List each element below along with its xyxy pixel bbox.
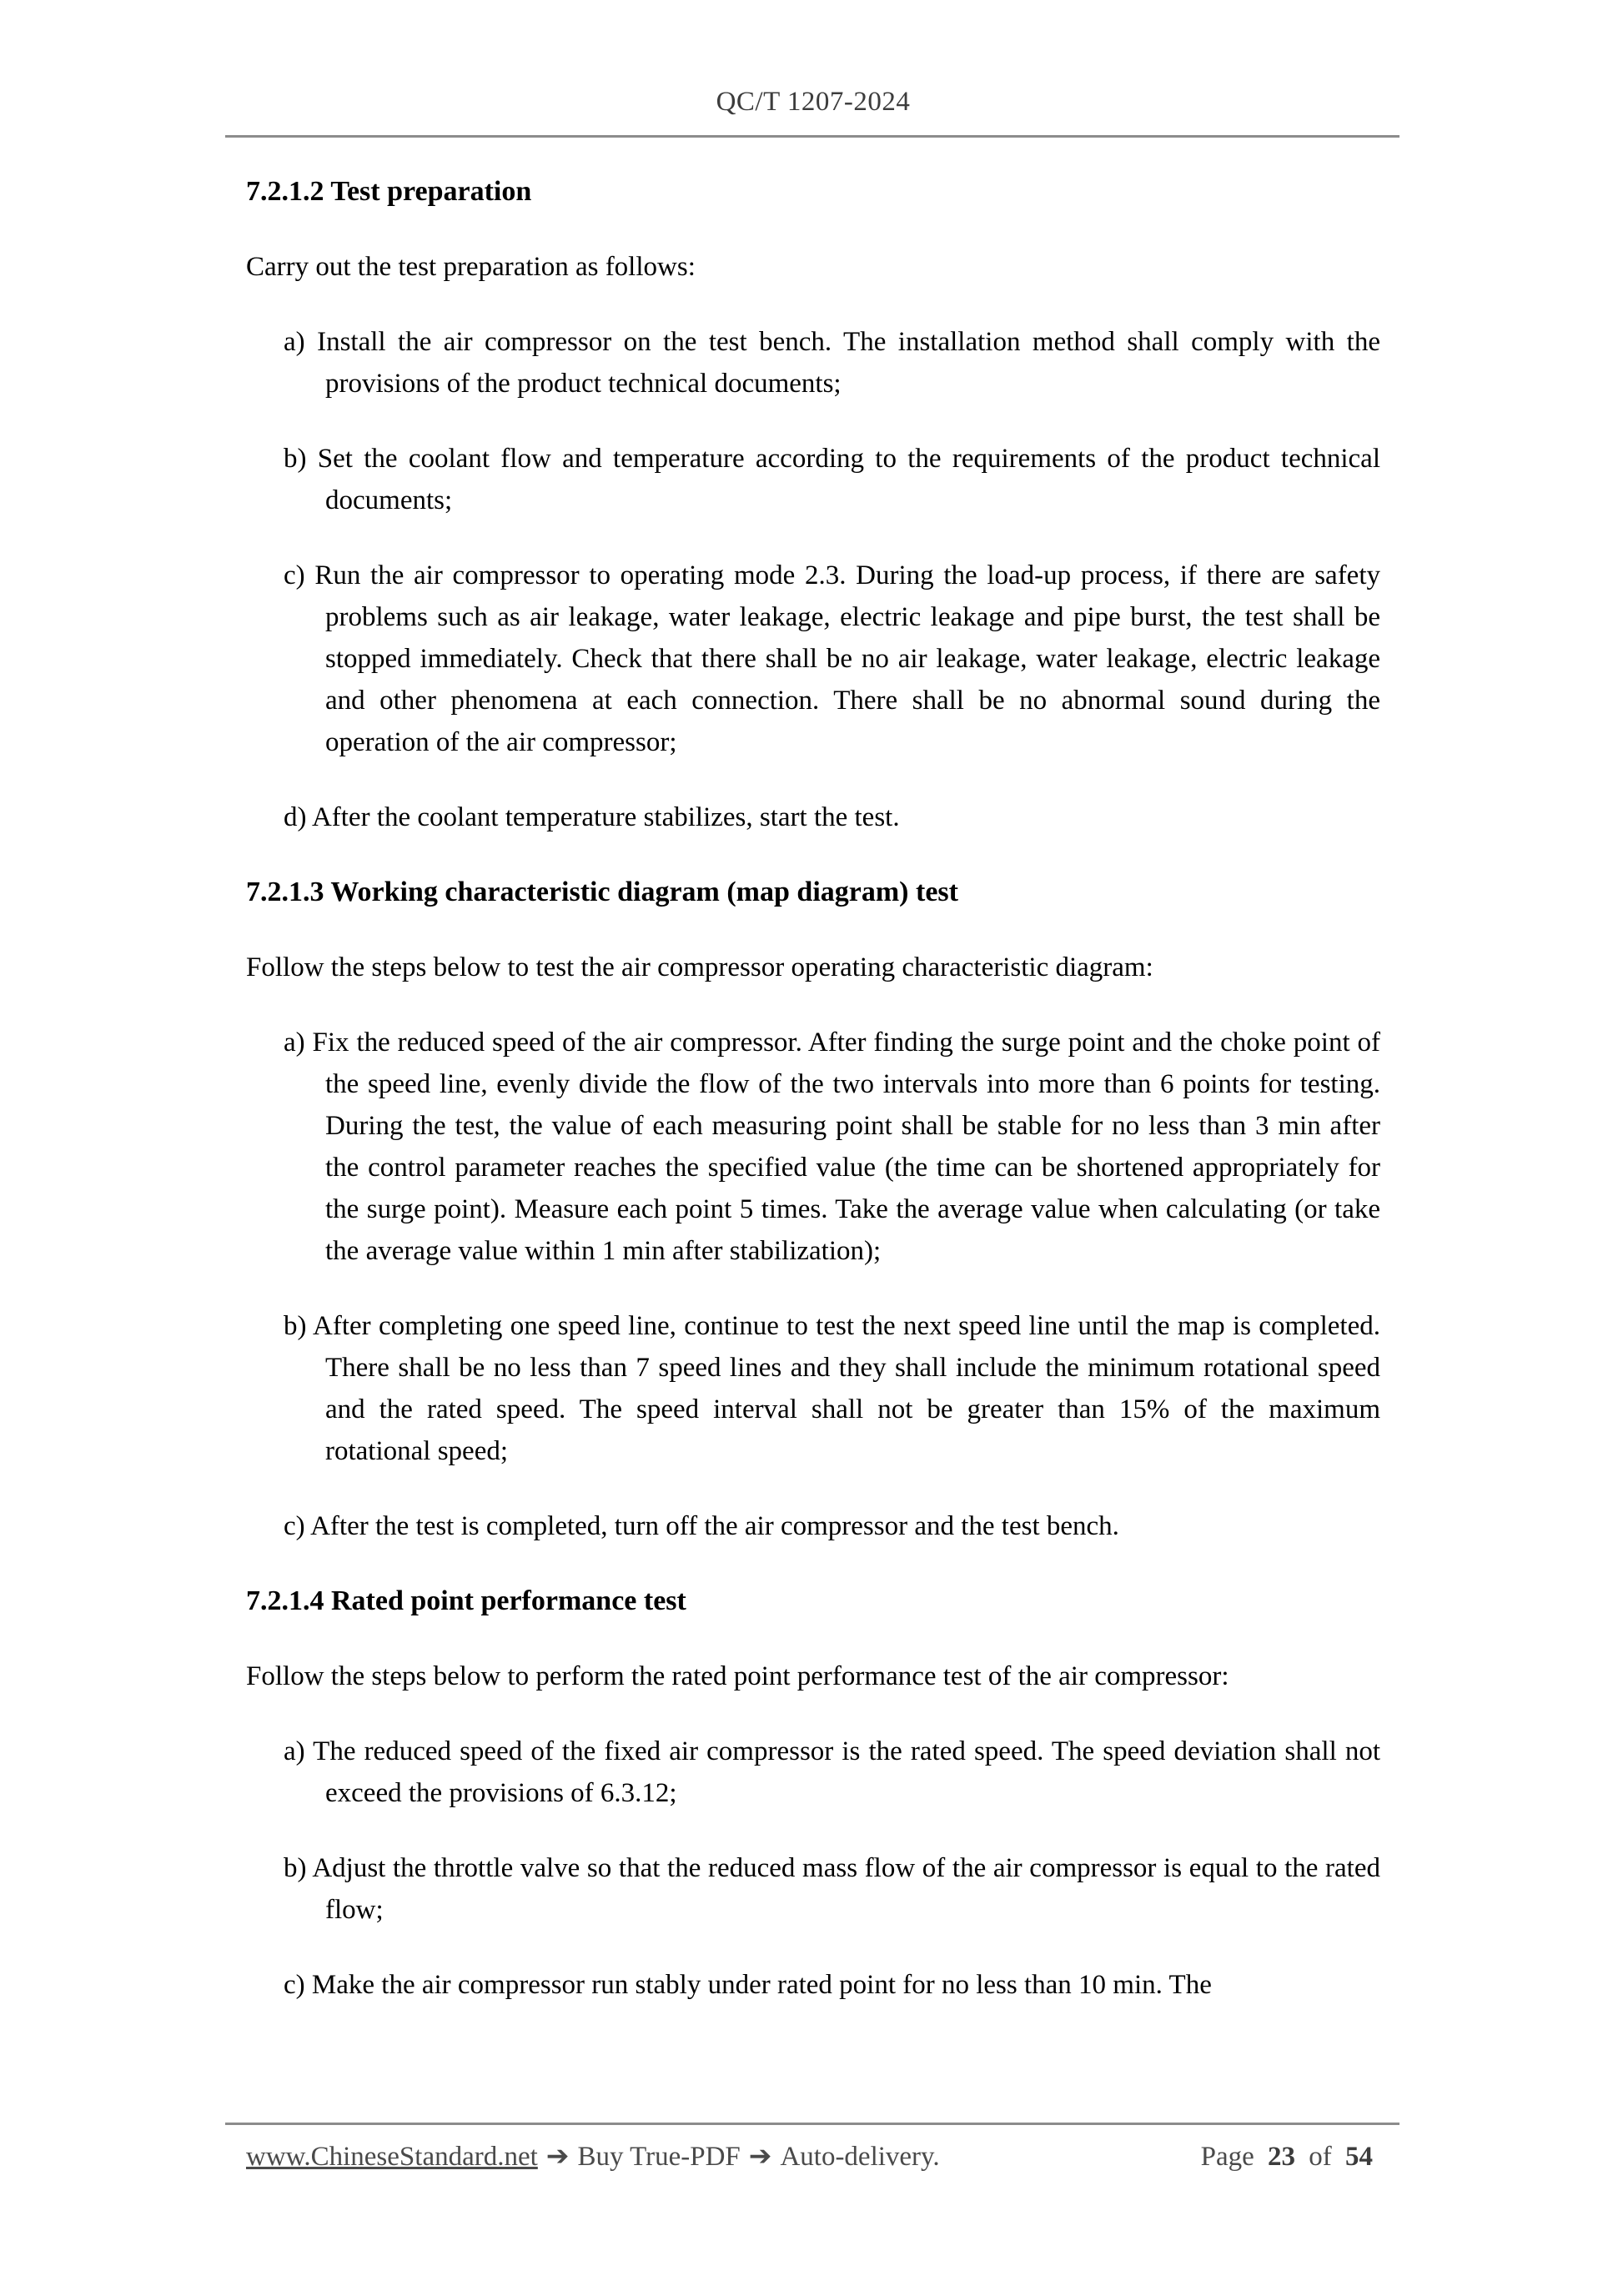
section-intro: Follow the steps below to test the air compressor operating characteristic diagram: xyxy=(246,952,1153,982)
page-label: Page xyxy=(1200,2142,1254,2172)
list-item xyxy=(284,555,1380,763)
footer-action-delivery: Auto-delivery. xyxy=(780,2142,940,2172)
list-item xyxy=(284,1305,1380,1472)
list-item xyxy=(284,1022,1380,1272)
list-item-label: a) xyxy=(284,1736,305,1766)
page-total: 54 xyxy=(1345,2142,1373,2172)
list-item-label: d) xyxy=(284,802,307,832)
doc-number: QC/T 1207-2024 xyxy=(716,87,911,117)
footer-row xyxy=(225,2125,1399,2178)
list-item-text: The reduced speed of the fixed air compressor is the rated speed. The speed deviation shall not exceed the provisions of 6.3.12; xyxy=(313,1736,1381,1808)
footer-action-buy: Buy True-PDF xyxy=(577,2142,741,2172)
list-item xyxy=(284,1731,1380,1814)
list-item xyxy=(284,1847,1380,1931)
right-arrow-icon: ➔ xyxy=(545,2142,570,2172)
footer-site-link[interactable]: www.ChineseStandard.net xyxy=(246,2142,538,2172)
section-heading-7212: 7.2.1.2 Test preparation xyxy=(246,176,532,207)
list-item xyxy=(284,321,1380,404)
list-item-text: After the test is completed, turn off the air compressor and the test bench. xyxy=(310,1511,1119,1541)
page-number xyxy=(1194,2136,1373,2178)
list-item-label: c) xyxy=(284,560,305,590)
list-item-text: Make the air compressor run stably under rated point for no less than 10 min. The xyxy=(311,1970,1212,2000)
page-current: 23 xyxy=(1268,2142,1295,2172)
list-item-text: After the coolant temperature stabilizes, start the test. xyxy=(311,802,900,832)
list-item-label: c) xyxy=(284,1511,305,1541)
list-item xyxy=(284,1964,1380,2006)
section-heading-7214: 7.2.1.4 Rated point performance test xyxy=(246,1585,686,1616)
list-item-label: b) xyxy=(284,1853,307,1883)
list-item-text: After completing one speed line, continue to test the next speed line until the map is completed. There shall be no less than 7 speed lines and they shall include the minimum rotational speed and the rated speed. The speed interval shall not be greater than 15% of the maximum rotational speed; xyxy=(313,1311,1380,1466)
list-item-label: a) xyxy=(284,1027,305,1058)
right-arrow-icon: ➔ xyxy=(748,2142,772,2172)
section-intro: Follow the steps below to perform the rated point performance test of the air compressor: xyxy=(246,1661,1229,1691)
list-item-text: Fix the reduced speed of the air compressor. After finding the surge point and the choke point of the speed line, evenly divide the flow of the two intervals into more than 6 points for testing. During the test, the value of each measuring point shall be stable for no less than 3 min after the control parameter reaches the specified value (the time can be shortened appropriately for the surge point). Measure each point 5 times. Take the average value when calculating (or take the average value within 1 min after stabilization); xyxy=(312,1027,1380,1266)
list-item-text: Adjust the throttle valve so that the reduced mass flow of the air compressor is equal to the rated flow; xyxy=(312,1853,1380,1925)
list-item-label: a) xyxy=(284,327,305,357)
section-heading-7213: 7.2.1.3 Working characteristic diagram (map diagram) test xyxy=(246,877,958,907)
footer-left xyxy=(246,2136,940,2178)
list-item xyxy=(284,1505,1380,1547)
list-item xyxy=(284,438,1380,521)
of-label: of xyxy=(1309,2142,1332,2172)
list-item-label: c) xyxy=(284,1970,305,2000)
list-item-text: Set the coolant flow and temperature according to the requirements of the product technical documents; xyxy=(317,444,1381,515)
list-item-label: b) xyxy=(284,1311,307,1341)
section-intro: Carry out the test preparation as follows: xyxy=(246,252,696,282)
list-item-text: Install the air compressor on the test bench. The installation method shall comply with the provisions of the product technical documents; xyxy=(317,327,1380,399)
list-item-label: b) xyxy=(284,444,307,474)
page-footer xyxy=(225,2123,1399,2178)
header-divider xyxy=(225,135,1399,138)
list-item-text: Run the air compressor to operating mode 2.3. During the load-up process, if there are safety problems such as air leakage, water leakage, electric leakage and pipe burst, the test shall be stopped immediately. Check that there shall be no air leakage, water leakage, electric leakage and other phenomena at each connection. There shall be no abnormal sound during the operation of the air compressor; xyxy=(314,560,1380,757)
list-item xyxy=(284,796,1380,838)
